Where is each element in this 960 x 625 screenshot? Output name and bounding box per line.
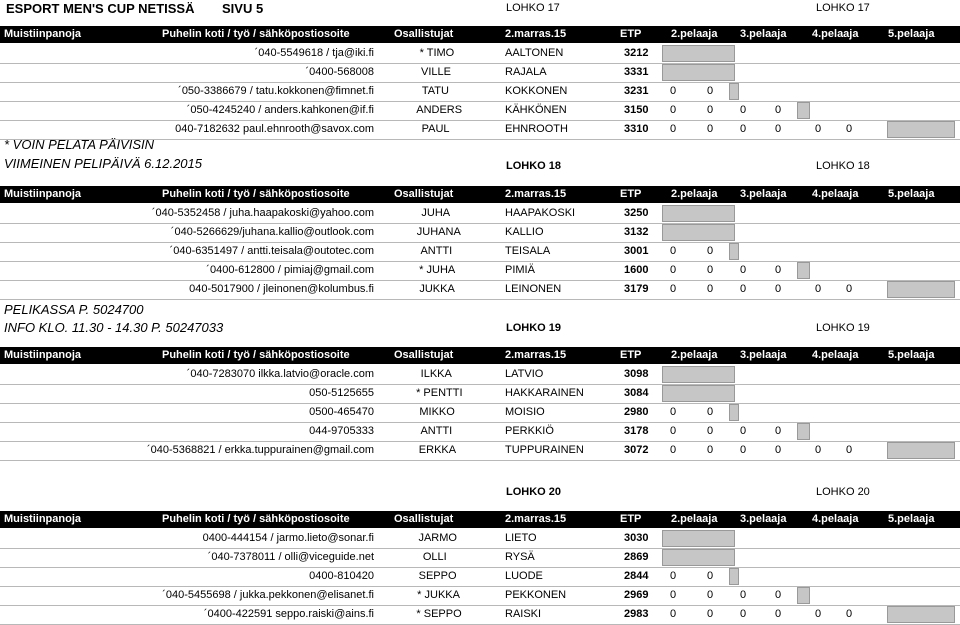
column-header: 2.marras.15 <box>505 349 567 361</box>
filled-cell <box>662 385 735 402</box>
contact-info: ´0400-422591 seppo.raiski@ains.fi <box>203 608 374 620</box>
column-header: ETP <box>620 188 642 200</box>
last-name: PEKKONEN <box>505 589 567 601</box>
column-header: 4.pelaaja <box>812 513 859 525</box>
table-header <box>0 186 960 203</box>
match-score: 0 <box>707 85 714 97</box>
match-score: 0 <box>740 425 747 437</box>
match-score: 0 <box>707 570 714 582</box>
contact-info: ´050-4245240 / anders.kahkonen@if.fi <box>186 104 374 116</box>
filled-cell <box>729 568 739 585</box>
filled-cell <box>887 442 955 459</box>
match-score: 0 <box>775 104 782 116</box>
match-score: 0 <box>670 85 677 97</box>
match-score: 0 <box>775 283 782 295</box>
note-info: INFO KLO. 11.30 - 14.30 P. 50247033 <box>4 320 224 335</box>
contact-info: ´0400-612800 / pimiaj@gmail.com <box>206 264 374 276</box>
etp-score: 3178 <box>624 425 649 437</box>
first-name: JUKKA <box>419 283 455 295</box>
contact-info: ´040-7283070 ilkka.latvio@oracle.com <box>186 368 374 380</box>
column-header: 4.pelaaja <box>812 349 859 361</box>
note-last-day: VIIMEINEN PELIPÄIVÄ 6.12.2015 <box>4 156 202 171</box>
player-row <box>0 423 960 442</box>
match-score: 0 <box>775 589 782 601</box>
etp-score: 3212 <box>624 47 649 59</box>
contact-info: ´040-5266629/juhana.kallio@outlook.com <box>170 226 374 238</box>
player-row <box>0 606 960 625</box>
player-row <box>0 224 960 243</box>
first-name: JUHANA <box>416 226 461 238</box>
first-name: ILKKA <box>420 368 452 380</box>
lohko-label-left: LOHKO 20 <box>506 486 562 498</box>
lohko-label-right: LOHKO 19 <box>816 322 870 334</box>
match-score: 0 <box>740 104 747 116</box>
player-row <box>0 243 960 262</box>
last-name: HAAPAKOSKI <box>505 207 576 219</box>
column-header: Muistiinpanoja <box>4 28 81 40</box>
contact-info: 0400-810420 <box>309 570 374 582</box>
match-score: 0 <box>707 283 714 295</box>
first-name: * JUHA <box>419 264 456 276</box>
match-score: 0 <box>670 425 677 437</box>
column-header: Muistiinpanoja <box>4 188 81 200</box>
etp-score: 3150 <box>624 104 649 116</box>
contact-info: ´040-5352458 / juha.haapakoski@yahoo.com <box>151 207 374 219</box>
contact-info: ´040-5549618 / tja@iki.fi <box>254 47 374 59</box>
player-row <box>0 102 960 121</box>
match-score: 0 <box>707 264 714 276</box>
last-name: LEINONEN <box>505 283 562 295</box>
first-name: * SEPPO <box>416 608 462 620</box>
match-score: 0 <box>775 264 782 276</box>
match-score: 0 <box>775 123 782 135</box>
first-name: ANDERS <box>416 104 463 116</box>
lohko-label-right: LOHKO 18 <box>816 160 870 172</box>
last-name: LATVIO <box>505 368 544 380</box>
lohko-label-left: LOHKO 17 <box>506 2 560 14</box>
column-header: Osallistujat <box>394 349 454 361</box>
etp-score: 3072 <box>624 444 649 456</box>
first-name: PAUL <box>421 123 450 135</box>
first-name: SEPPO <box>418 570 457 582</box>
contact-info: ´0400-568008 <box>305 66 374 78</box>
contact-info: ´040-6351497 / antti.teisala@outotec.com <box>169 245 374 257</box>
match-score: 0 <box>740 264 747 276</box>
column-header: ETP <box>620 349 642 361</box>
player-row <box>0 121 960 140</box>
first-name: VILLE <box>421 66 451 78</box>
player-row <box>0 262 960 281</box>
player-row <box>0 442 960 461</box>
column-header: Puhelin koti / työ / sähköpostiosoite <box>162 349 350 361</box>
match-score: 0 <box>775 444 782 456</box>
first-name: OLLI <box>422 551 447 563</box>
first-name: ANTTI <box>420 245 453 257</box>
match-score: 0 <box>815 608 822 620</box>
last-name: PIMIÄ <box>505 264 535 276</box>
match-score: 0 <box>670 570 677 582</box>
column-header: 2.pelaaja <box>671 513 718 525</box>
filled-cell <box>662 224 735 241</box>
column-header: 2.pelaaja <box>671 28 718 40</box>
player-row <box>0 587 960 606</box>
player-row <box>0 568 960 587</box>
etp-score: 3179 <box>624 283 649 295</box>
match-score: 0 <box>707 406 714 418</box>
etp-score: 3098 <box>624 368 649 380</box>
match-score: 0 <box>846 123 853 135</box>
column-header: 2.marras.15 <box>505 188 567 200</box>
etp-score: 3231 <box>624 85 649 97</box>
column-header: 5.pelaaja <box>888 28 935 40</box>
match-score: 0 <box>815 444 822 456</box>
last-name: LUODE <box>505 570 543 582</box>
first-name: ANTTI <box>420 425 453 437</box>
etp-score: 3310 <box>624 123 649 135</box>
etp-score: 3001 <box>624 245 649 257</box>
match-score: 0 <box>670 283 677 295</box>
contact-info: 0400-444154 / jarmo.lieto@sonar.fi <box>202 532 374 544</box>
filled-cell <box>662 530 735 547</box>
match-score: 0 <box>740 123 747 135</box>
player-row <box>0 45 960 64</box>
first-name: * JUKKA <box>417 589 460 601</box>
last-name: KOKKONEN <box>505 85 568 97</box>
contact-info: 0500-465470 <box>309 406 374 418</box>
player-row <box>0 366 960 385</box>
column-header: 5.pelaaja <box>888 349 935 361</box>
first-name: * PENTTI <box>416 387 463 399</box>
filled-cell <box>729 243 739 260</box>
filled-cell <box>797 262 810 279</box>
column-header: 3.pelaaja <box>740 513 787 525</box>
etp-score: 2983 <box>624 608 649 620</box>
first-name: ERKKA <box>418 444 457 456</box>
match-score: 0 <box>815 123 822 135</box>
last-name: MOISIO <box>505 406 545 418</box>
etp-score: 3084 <box>624 387 649 399</box>
column-header: 4.pelaaja <box>812 188 859 200</box>
column-header: 4.pelaaja <box>812 28 859 40</box>
player-row <box>0 64 960 83</box>
player-row <box>0 385 960 404</box>
first-name: JARMO <box>418 532 457 544</box>
match-score: 0 <box>707 589 714 601</box>
match-score: 0 <box>707 123 714 135</box>
table-header <box>0 511 960 528</box>
first-name: JUHA <box>421 207 451 219</box>
match-score: 0 <box>670 264 677 276</box>
filled-cell <box>797 423 810 440</box>
first-name: MIKKO <box>419 406 455 418</box>
filled-cell <box>662 64 735 81</box>
column-header: Muistiinpanoja <box>4 349 81 361</box>
last-name: LIETO <box>505 532 537 544</box>
etp-score: 3331 <box>624 66 649 78</box>
column-header: Osallistujat <box>394 188 454 200</box>
column-header: Puhelin koti / työ / sähköpostiosoite <box>162 28 350 40</box>
last-name: HAKKARAINEN <box>505 387 584 399</box>
column-header: Puhelin koti / työ / sähköpostiosoite <box>162 188 350 200</box>
match-score: 0 <box>670 104 677 116</box>
lohko-label-left: LOHKO 19 <box>506 322 562 334</box>
last-name: RAISKI <box>505 608 542 620</box>
match-score: 0 <box>707 444 714 456</box>
column-header: ETP <box>620 28 642 40</box>
column-header: 3.pelaaja <box>740 188 787 200</box>
match-score: 0 <box>707 245 714 257</box>
match-score: 0 <box>670 589 677 601</box>
match-score: 0 <box>670 406 677 418</box>
last-name: TEISALA <box>505 245 551 257</box>
match-score: 0 <box>775 425 782 437</box>
match-score: 0 <box>707 608 714 620</box>
match-score: 0 <box>740 283 747 295</box>
match-score: 0 <box>740 444 747 456</box>
filled-cell <box>662 205 735 222</box>
column-header: 3.pelaaja <box>740 28 787 40</box>
contact-info: 040-7182632 paul.ehnrooth@savox.com <box>175 123 374 135</box>
filled-cell <box>797 587 810 604</box>
lohko-label-right: LOHKO 17 <box>816 2 870 14</box>
match-score: 0 <box>740 608 747 620</box>
contact-info: ´040-7378011 / olli@viceguide.net <box>207 551 374 563</box>
match-score: 0 <box>707 425 714 437</box>
etp-score: 3030 <box>624 532 649 544</box>
contact-info: ´040-5368821 / erkka.tuppurainen@gmail.com <box>146 444 374 456</box>
match-score: 0 <box>846 283 853 295</box>
last-name: RAJALA <box>505 66 547 78</box>
filled-cell <box>662 45 735 62</box>
etp-score: 2844 <box>624 570 649 582</box>
first-name: * TIMO <box>419 47 455 59</box>
column-header: 2.pelaaja <box>671 188 718 200</box>
etp-score: 2869 <box>624 551 649 563</box>
filled-cell <box>729 83 739 100</box>
column-header: Osallistujat <box>394 28 454 40</box>
etp-score: 2980 <box>624 406 649 418</box>
player-row <box>0 404 960 423</box>
match-score: 0 <box>740 589 747 601</box>
player-row <box>0 205 960 224</box>
last-name: PERKKIÖ <box>505 425 554 437</box>
column-header: Puhelin koti / työ / sähköpostiosoite <box>162 513 350 525</box>
last-name: KALLIO <box>505 226 544 238</box>
column-header: ETP <box>620 513 642 525</box>
last-name: RYSÄ <box>505 551 535 563</box>
player-row <box>0 530 960 549</box>
match-score: 0 <box>670 608 677 620</box>
column-header: Muistiinpanoja <box>4 513 81 525</box>
title-bar <box>0 0 960 18</box>
player-row <box>0 83 960 102</box>
column-header: 2.marras.15 <box>505 513 567 525</box>
match-score: 0 <box>846 608 853 620</box>
last-name: TUPPURAINEN <box>505 444 584 456</box>
filled-cell <box>662 549 735 566</box>
page-number: SIVU 5 <box>222 1 264 16</box>
last-name: KÄHKÖNEN <box>505 104 567 116</box>
lohko-label-right: LOHKO 20 <box>816 486 870 498</box>
lohko-label-left: LOHKO 18 <box>506 160 562 172</box>
etp-score: 1600 <box>624 264 649 276</box>
column-header: 3.pelaaja <box>740 349 787 361</box>
first-name: TATU <box>421 85 449 97</box>
contact-info: 044-9705333 <box>309 425 374 437</box>
contact-info: 050-5125655 <box>309 387 374 399</box>
note-daytime: * VOIN PELATA PÄIVISIN <box>4 137 155 152</box>
match-score: 0 <box>775 608 782 620</box>
contact-info: ´050-3386679 / tatu.kokkonen@fimnet.fi <box>178 85 374 97</box>
page-title: ESPORT MEN'S CUP NETISSÄ <box>6 1 195 16</box>
etp-score: 2969 <box>624 589 649 601</box>
filled-cell <box>887 121 955 138</box>
contact-info: ´040-5455698 / jukka.pekkonen@elisanet.fi <box>162 589 374 601</box>
etp-score: 3132 <box>624 226 649 238</box>
note-cashier: PELIKASSA P. 5024700 <box>4 302 144 317</box>
last-name: AALTONEN <box>505 47 564 59</box>
match-score: 0 <box>670 245 677 257</box>
last-name: EHNROOTH <box>505 123 568 135</box>
etp-score: 3250 <box>624 207 649 219</box>
filled-cell <box>887 606 955 623</box>
table-header <box>0 26 960 43</box>
player-row <box>0 281 960 300</box>
table-header <box>0 347 960 364</box>
column-header: 2.marras.15 <box>505 28 567 40</box>
filled-cell <box>662 366 735 383</box>
match-score: 0 <box>670 123 677 135</box>
match-score: 0 <box>815 283 822 295</box>
column-header: 5.pelaaja <box>888 513 935 525</box>
match-score: 0 <box>707 104 714 116</box>
player-row <box>0 549 960 568</box>
match-score: 0 <box>846 444 853 456</box>
filled-cell <box>887 281 955 298</box>
filled-cell <box>797 102 810 119</box>
column-header: Osallistujat <box>394 513 454 525</box>
column-header: 5.pelaaja <box>888 188 935 200</box>
filled-cell <box>729 404 739 421</box>
match-score: 0 <box>670 444 677 456</box>
contact-info: 040-5017900 / jleinonen@kolumbus.fi <box>189 283 374 295</box>
column-header: 2.pelaaja <box>671 349 718 361</box>
